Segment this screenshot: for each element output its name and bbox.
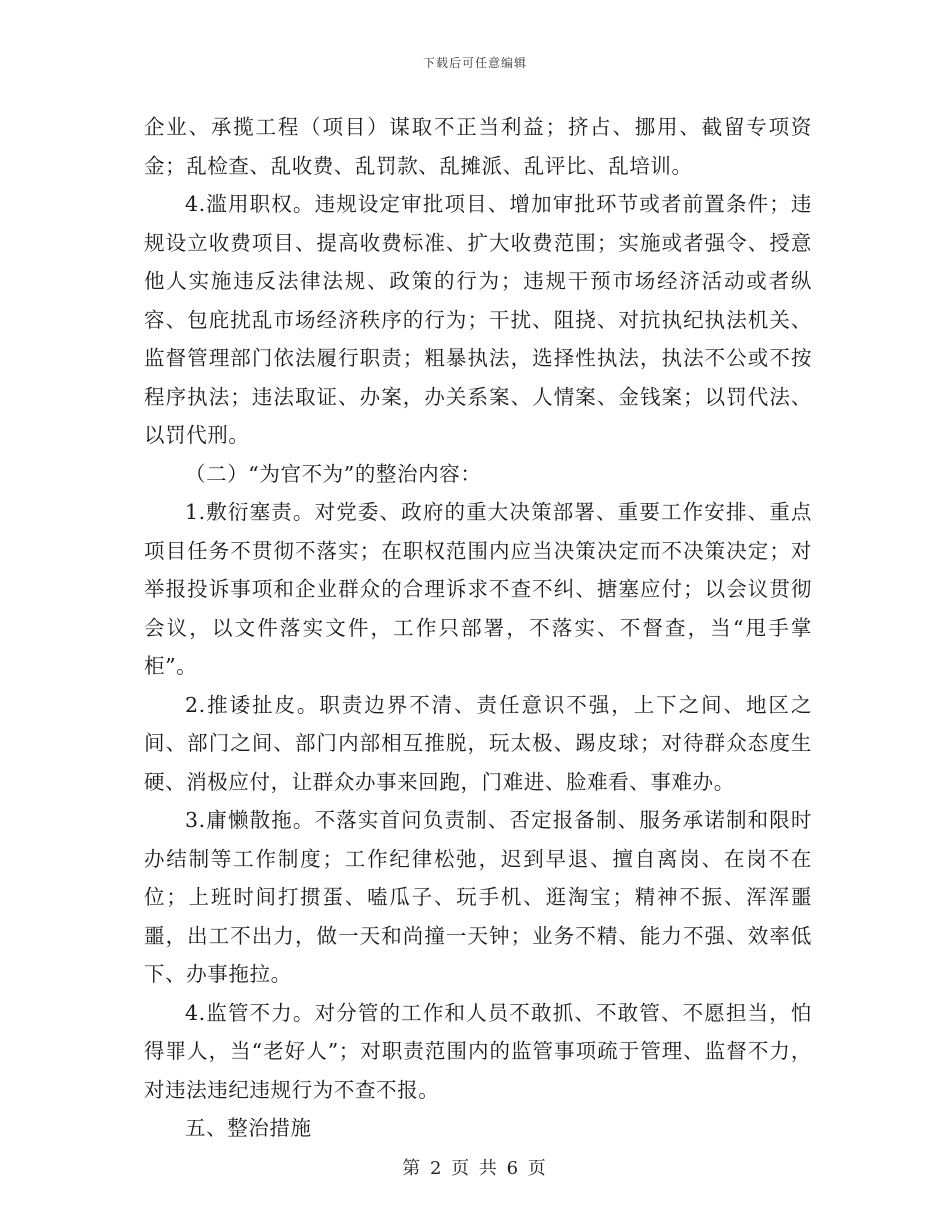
paragraph-lazy: 3.庸懒散拖。不落实首问负责制、否定报备制、服务承诺制和限时办结制等工作制度；工作纪律松弛，迟到早退、擅自离岗、在岗不在位；上班时间打掼蛋、嗑瓜子、玩手机、逛淘宝；精神不振、浑浑噩噩，出工不出力，做一天和尚撞一天钟；业务不精、能力不强、效率低下、办事拖拉。 (144, 808, 812, 986)
paragraph-abuse-of-power: 4.滥用职权。违规设定审批项目、增加审批环节或者前置条件；违规设立收费项目、提高收费标准、扩大收费范围；实施或者强令、授意他人实施违反法律法规、政策的行为；违规干预市场经济活动或者纵容、包庇扰乱市场经济秩序的行为；干扰、阻挠、对抗执纪执法机关、监督管理部门依法履行职责；粗暴执法，选择性执法，执法不公或不按程序执法；违法取证、办案，办关系案、人情案、金钱案；以罚代法、以罚代刑。 (144, 192, 812, 447)
paragraph-weak-supervision: 4.监管不力。对分管的工作和人员不敢抓、不敢管、不愿担当，怕得罪人，当“老好人”；对职责范围内的监管事项疏于管理、监督不力，对违法违纪违规行为不查不报。 (144, 1000, 812, 1102)
page-number: 第 2 页 共 6 页 (402, 1158, 548, 1179)
document-body (144, 108, 812, 1148)
paragraph-perfunctory: 1.敷衍塞责。对党委、政府的重大决策部署、重要工作安排、重点项目任务不贯彻不落实；在职权范围内应当决策决定而不决策决定；对举报投诉事项和企业群众的合理诉求不查不纠、搪塞应付；以会议贯彻会议，以文件落实文件，工作只部署，不落实、不督查，当“甩手掌柜”。 (144, 500, 812, 678)
section-heading-inaction: （二）“为官不为”的整治内容： (185, 461, 482, 486)
section-heading-measures: 五、整治措施 (185, 1116, 312, 1140)
paragraph-buck-passing: 2.推诿扯皮。职责边界不清、责任意识不强，上下之间、地区之间、部门之间、部门内部相互推脱，玩太极、踢皮球；对待群众态度生硬、消极应付，让群众办事来回跑，门难进、脸难看、事难办。 (144, 692, 812, 794)
page-header: 下载后可任意编辑 (422, 56, 527, 70)
paragraph-continuation: 企业、承揽工程（项目）谋取不正当利益；挤占、挪用、截留专项资金；乱检查、乱收费、乱罚款、乱摊派、乱评比、乱培训。 (144, 115, 812, 178)
